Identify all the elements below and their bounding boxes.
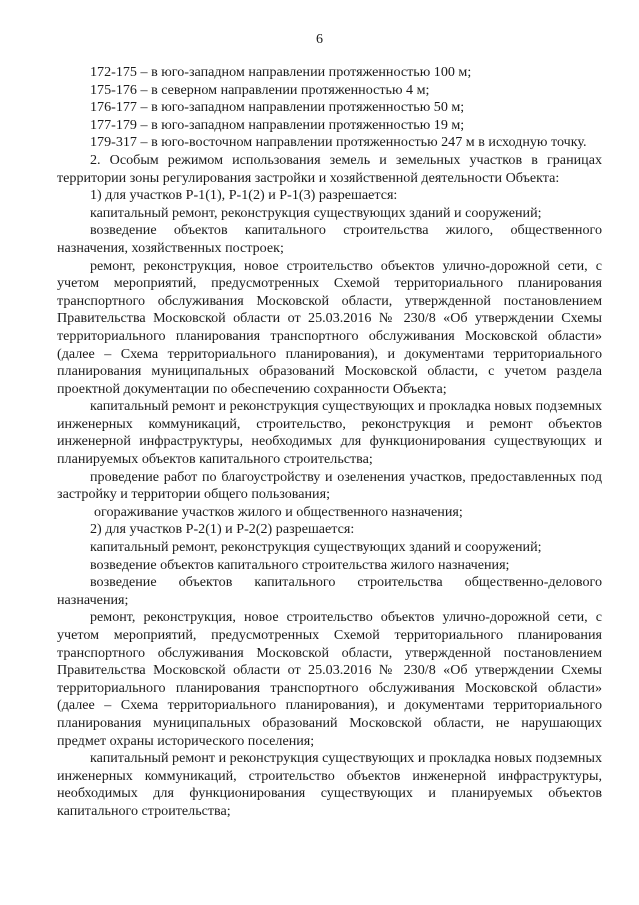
paragraph-subsection-1-heading: 1) для участков Р-1(1), Р-1(2) и Р-1(3) разрешается: (90, 187, 398, 204)
paragraph-boundary-175-176: 175-176 – в северном направлении протяженностью 4 м; (90, 81, 430, 98)
paragraph-item: капитальный ремонт и реконструкция существующих и прокладка новых подземных инженерных коммуникаций, строительство, реконструкция и ремонт объектов инженерной инфраструктуры, необходимых для функционирования существующих и планируемых объектов капитального строительства; (57, 398, 602, 468)
page-number: 6 (316, 32, 323, 47)
paragraph-section-2-heading: 2. Особым режимом использования земель и земельных участков в границах территории зоны регулирования застройки и хозяйственной деятельности Объекта: (57, 151, 602, 186)
paragraph-boundary-177-179: 177-179 – в юго-западном направлении протяженностью 19 м; (90, 116, 465, 133)
paragraph-boundary-176-177: 176-177 – в юго-западном направлении протяженностью 50 м; (90, 99, 465, 116)
paragraph-subsection-2-heading: 2) для участков Р-2(1) и Р-2(2) разрешается: (90, 521, 355, 538)
paragraph-item: проведение работ по благоустройству и озеленения участков, предоставленных под застройку и территории общего пользования; (57, 468, 602, 503)
paragraph-item: возведение объектов капитального строительства жилого, общественного назначения, хозяйственных построек; (57, 222, 602, 256)
document-body (57, 64, 602, 821)
paragraph-item: капитальный ремонт и реконструкция существующих и прокладка новых подземных инженерных коммуникаций, строительство объектов инженерной инфраструктуры, необходимых для функционирования существующих и планируемых объектов капитального строительства; (57, 750, 602, 819)
paragraph-boundary-172-175: 172-175 – в юго-западном направлении протяженностью 100 м; (90, 64, 472, 80)
paragraph-item: возведение объектов капитального строительства общественно-делового назначения; (57, 574, 602, 608)
paragraph-boundary-179-317: 179-317 – в юго-восточном направлении протяженностью 247 м в исходную точку. (90, 134, 587, 151)
paragraph-item: капитальный ремонт, реконструкция существующих зданий и сооружений; (90, 539, 542, 556)
paragraph-item: ремонт, реконструкция, новое строительство объектов улично-дорожной сети, с учетом мероприятий, предусмотренных Схемой территориального планирования транспортного обслуживания Московской области, утвержденной постановлением Правительства Московской области от 25.03.2016 № 230/8 «Об утверждении Схемы территориального планирования транспортного обслуживания Московской области» (далее – Схема территориального планирования), и документами территориального планирования муниципальных образований Московской области, не нарушающих предмет охраны исторического поселения; (57, 609, 602, 749)
paragraph-item: огораживание участков жилого и общественного назначения; (94, 503, 463, 520)
paragraph-item: возведение объектов капитального строительства жилого назначения; (90, 556, 510, 573)
paragraph-item: капитальный ремонт, реконструкция существующих зданий и сооружений; (90, 204, 542, 221)
paragraph-item: ремонт, реконструкция, новое строительство объектов улично-дорожной сети, с учетом мероприятий, предусмотренных Схемой территориального планирования транспортного обслуживания Московской области, утвержденной постановлением Правительства Московской области от 25.03.2016 № 230/8 «Об утверждении Схемы территориального планирования транспортного обслуживания Московской области» (далее – Схема территориального планирования), и документами территориального планирования муниципальных образований Московской области, с учетом раздела проектной документации по обеспечению сохранности Объекта; (57, 257, 602, 397)
